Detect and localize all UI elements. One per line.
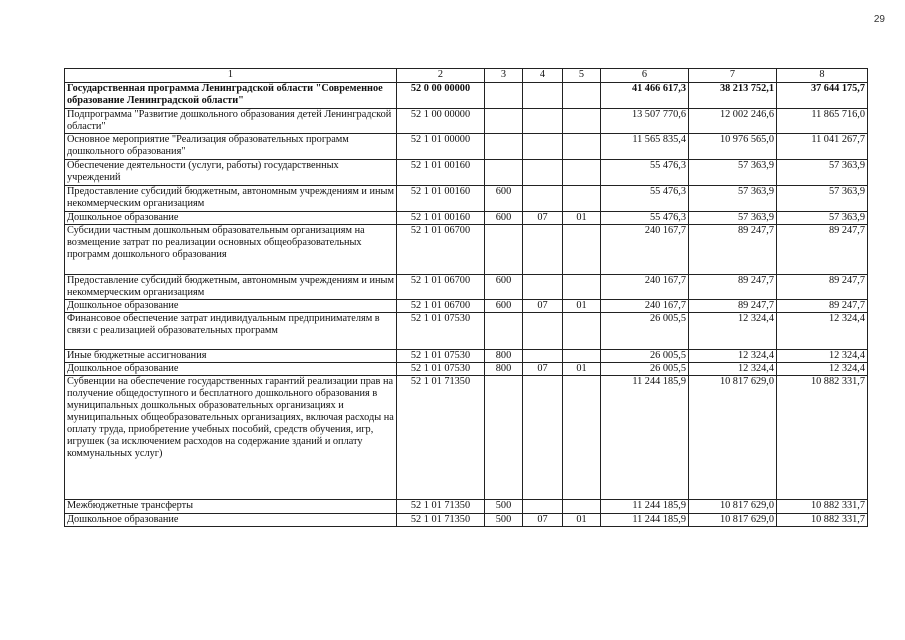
row-code: 52 0 00 00000 bbox=[397, 83, 485, 109]
row-amount-col7: 57 363,9 bbox=[689, 186, 777, 212]
row-subsection bbox=[563, 186, 601, 212]
row-subsection: 01 bbox=[563, 300, 601, 313]
row-code: 52 1 01 06700 bbox=[397, 275, 485, 300]
row-name: Предоставление субсидий бюджетным, автономным учреждениям и иным некоммерческим организациям bbox=[65, 275, 397, 300]
row-subsection: 01 bbox=[563, 363, 601, 376]
row-code: 52 1 01 06700 bbox=[397, 300, 485, 313]
row-amount-col8: 57 363,9 bbox=[777, 212, 868, 225]
row-name: Предоставление субсидий бюджетным, автономным учреждениям и иным некоммерческим организациям bbox=[65, 186, 397, 212]
row-amount-col8: 12 324,4 bbox=[777, 350, 868, 363]
column-header: 6 bbox=[601, 69, 689, 83]
row-expense-type bbox=[485, 134, 523, 160]
row-section bbox=[523, 134, 563, 160]
row-amount-col6: 240 167,7 bbox=[601, 275, 689, 300]
table-row bbox=[65, 109, 868, 134]
column-header: 3 bbox=[485, 69, 523, 83]
row-expense-type: 800 bbox=[485, 363, 523, 376]
row-amount-col8: 89 247,7 bbox=[777, 275, 868, 300]
row-amount-col6: 240 167,7 bbox=[601, 300, 689, 313]
row-name: Дошкольное образование bbox=[65, 514, 397, 527]
row-amount-col8: 11 041 267,7 bbox=[777, 134, 868, 160]
row-name: Субсидии частным дошкольным образовательным организациям на возмещение затрат по реализации основных общеобразовательных программ дошкольного образования bbox=[65, 225, 397, 275]
row-amount-col7: 10 976 565,0 bbox=[689, 134, 777, 160]
row-section bbox=[523, 376, 563, 500]
row-subsection bbox=[563, 376, 601, 500]
table-row bbox=[65, 186, 868, 212]
row-subsection bbox=[563, 313, 601, 350]
row-expense-type bbox=[485, 313, 523, 350]
row-expense-type bbox=[485, 376, 523, 500]
row-amount-col7: 89 247,7 bbox=[689, 275, 777, 300]
row-section bbox=[523, 225, 563, 275]
table-row bbox=[65, 275, 868, 300]
row-amount-col6: 11 244 185,9 bbox=[601, 500, 689, 514]
row-name: Обеспечение деятельности (услуги, работы) государственных учреждений bbox=[65, 160, 397, 186]
table-row bbox=[65, 500, 868, 514]
row-subsection bbox=[563, 109, 601, 134]
row-amount-col6: 11 244 185,9 bbox=[601, 514, 689, 527]
column-header: 5 bbox=[563, 69, 601, 83]
row-code: 52 1 01 71350 bbox=[397, 500, 485, 514]
row-expense-type: 500 bbox=[485, 514, 523, 527]
row-amount-col8: 12 324,4 bbox=[777, 363, 868, 376]
row-name: Финансовое обеспечение затрат индивидуальным предпринимателям в связи с реализацией образовательных программ bbox=[65, 313, 397, 350]
row-amount-col7: 10 817 629,0 bbox=[689, 500, 777, 514]
row-amount-col7: 89 247,7 bbox=[689, 300, 777, 313]
row-expense-type: 600 bbox=[485, 275, 523, 300]
table-row bbox=[65, 225, 868, 275]
row-subsection: 01 bbox=[563, 212, 601, 225]
column-header: 1 bbox=[65, 69, 397, 83]
row-section: 07 bbox=[523, 363, 563, 376]
row-amount-col8: 57 363,9 bbox=[777, 160, 868, 186]
row-section bbox=[523, 83, 563, 109]
row-amount-col7: 57 363,9 bbox=[689, 160, 777, 186]
row-section bbox=[523, 186, 563, 212]
row-section bbox=[523, 313, 563, 350]
column-header: 8 bbox=[777, 69, 868, 83]
row-amount-col6: 26 005,5 bbox=[601, 350, 689, 363]
row-amount-col8: 10 882 331,7 bbox=[777, 376, 868, 500]
row-code: 52 1 01 06700 bbox=[397, 225, 485, 275]
row-subsection bbox=[563, 160, 601, 186]
table-row bbox=[65, 212, 868, 225]
column-header: 2 bbox=[397, 69, 485, 83]
row-subsection bbox=[563, 275, 601, 300]
table-row bbox=[65, 363, 868, 376]
row-subsection bbox=[563, 500, 601, 514]
row-code: 52 1 01 71350 bbox=[397, 376, 485, 500]
row-amount-col7: 12 324,4 bbox=[689, 350, 777, 363]
row-name: Государственная программа Ленинградской области "Современное образование Ленинградской области" bbox=[65, 83, 397, 109]
row-expense-type: 600 bbox=[485, 300, 523, 313]
row-code: 52 1 01 00160 bbox=[397, 212, 485, 225]
row-amount-col7: 10 817 629,0 bbox=[689, 514, 777, 527]
row-section: 07 bbox=[523, 514, 563, 527]
row-amount-col8: 12 324,4 bbox=[777, 313, 868, 350]
row-subsection: 01 bbox=[563, 514, 601, 527]
row-amount-col7: 12 324,4 bbox=[689, 313, 777, 350]
row-subsection bbox=[563, 83, 601, 109]
table-row bbox=[65, 313, 868, 350]
table-row bbox=[65, 83, 868, 109]
row-amount-col6: 11 565 835,4 bbox=[601, 134, 689, 160]
row-section bbox=[523, 160, 563, 186]
row-amount-col8: 89 247,7 bbox=[777, 225, 868, 275]
row-amount-col6: 240 167,7 bbox=[601, 225, 689, 275]
column-header: 7 bbox=[689, 69, 777, 83]
row-section bbox=[523, 500, 563, 514]
table-row bbox=[65, 134, 868, 160]
row-name: Иные бюджетные ассигнования bbox=[65, 350, 397, 363]
row-section bbox=[523, 275, 563, 300]
row-expense-type bbox=[485, 83, 523, 109]
row-section bbox=[523, 109, 563, 134]
row-amount-col6: 13 507 770,6 bbox=[601, 109, 689, 134]
row-name: Субвенции на обеспечение государственных гарантий реализации прав на получение общедоступного и бесплатного дошкольного образования в муниципальных дошкольных образовательных организациях и муниципальных общеобразовательных организациях, включая расходы на оплату труда, приобретение учебных пособий, средств обучения, игр, игрушек (за исключением расходов на содержание зданий и оплату коммунальных услуг) bbox=[65, 376, 397, 500]
row-name: Дошкольное образование bbox=[65, 212, 397, 225]
row-section: 07 bbox=[523, 212, 563, 225]
row-code: 52 1 01 00000 bbox=[397, 134, 485, 160]
row-amount-col7: 12 324,4 bbox=[689, 363, 777, 376]
row-code: 52 1 01 07530 bbox=[397, 363, 485, 376]
row-section bbox=[523, 350, 563, 363]
row-name: Дошкольное образование bbox=[65, 300, 397, 313]
column-number-header-row bbox=[65, 69, 868, 83]
row-name: Основное мероприятие "Реализация образовательных программ дошкольного образования" bbox=[65, 134, 397, 160]
row-expense-type bbox=[485, 109, 523, 134]
row-amount-col6: 11 244 185,9 bbox=[601, 376, 689, 500]
table-row bbox=[65, 350, 868, 363]
row-expense-type: 600 bbox=[485, 186, 523, 212]
row-expense-type: 800 bbox=[485, 350, 523, 363]
row-amount-col8: 10 882 331,7 bbox=[777, 500, 868, 514]
row-amount-col8: 57 363,9 bbox=[777, 186, 868, 212]
row-amount-col6: 55 476,3 bbox=[601, 160, 689, 186]
row-amount-col6: 55 476,3 bbox=[601, 212, 689, 225]
row-code: 52 1 01 00160 bbox=[397, 160, 485, 186]
row-amount-col7: 12 002 246,6 bbox=[689, 109, 777, 134]
row-code: 52 1 01 07530 bbox=[397, 313, 485, 350]
row-expense-type: 500 bbox=[485, 500, 523, 514]
table-body bbox=[65, 83, 868, 527]
row-amount-col7: 38 213 752,1 bbox=[689, 83, 777, 109]
row-amount-col6: 41 466 617,3 bbox=[601, 83, 689, 109]
row-expense-type bbox=[485, 160, 523, 186]
row-code: 52 1 01 71350 bbox=[397, 514, 485, 527]
table-row bbox=[65, 160, 868, 186]
row-code: 52 1 00 00000 bbox=[397, 109, 485, 134]
row-code: 52 1 01 00160 bbox=[397, 186, 485, 212]
row-name: Дошкольное образование bbox=[65, 363, 397, 376]
table-row bbox=[65, 514, 868, 527]
row-expense-type: 600 bbox=[485, 212, 523, 225]
row-expense-type bbox=[485, 225, 523, 275]
column-header: 4 bbox=[523, 69, 563, 83]
row-amount-col8: 10 882 331,7 bbox=[777, 514, 868, 527]
row-amount-col6: 26 005,5 bbox=[601, 363, 689, 376]
row-amount-col6: 55 476,3 bbox=[601, 186, 689, 212]
row-subsection bbox=[563, 134, 601, 160]
row-amount-col8: 37 644 175,7 bbox=[777, 83, 868, 109]
table-row bbox=[65, 300, 868, 313]
row-section: 07 bbox=[523, 300, 563, 313]
row-name: Подпрограмма "Развитие дошкольного образования детей Ленинградской области" bbox=[65, 109, 397, 134]
row-amount-col7: 10 817 629,0 bbox=[689, 376, 777, 500]
row-amount-col7: 57 363,9 bbox=[689, 212, 777, 225]
row-subsection bbox=[563, 350, 601, 363]
row-name: Межбюджетные трансферты bbox=[65, 500, 397, 514]
row-subsection bbox=[563, 225, 601, 275]
row-amount-col8: 11 865 716,0 bbox=[777, 109, 868, 134]
row-amount-col8: 89 247,7 bbox=[777, 300, 868, 313]
budget-table bbox=[64, 68, 868, 527]
page-number: 29 bbox=[873, 14, 885, 25]
row-code: 52 1 01 07530 bbox=[397, 350, 485, 363]
table-row bbox=[65, 376, 868, 500]
row-amount-col6: 26 005,5 bbox=[601, 313, 689, 350]
row-amount-col7: 89 247,7 bbox=[689, 225, 777, 275]
